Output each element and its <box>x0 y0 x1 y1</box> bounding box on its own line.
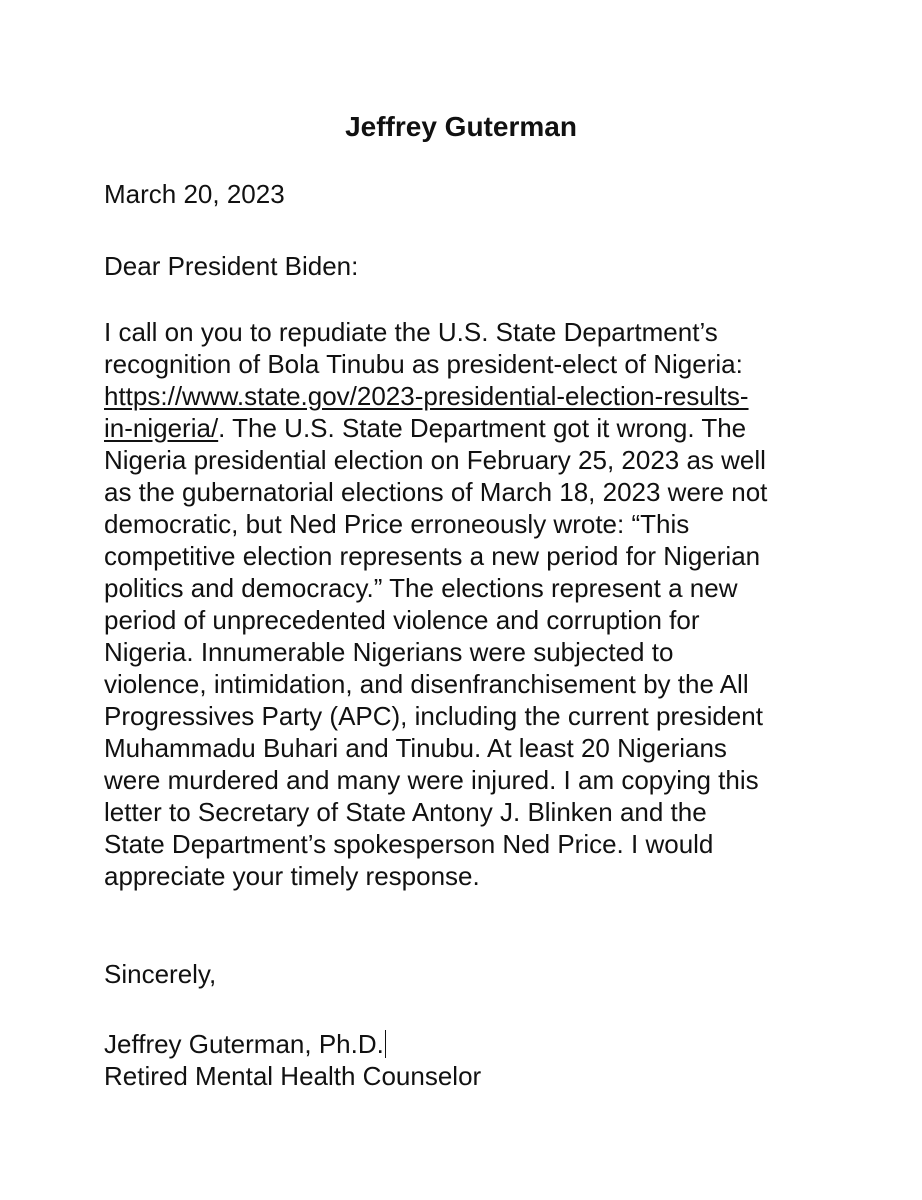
body-line: letter to Secretary of State Antony J. Blinken and the <box>104 797 707 827</box>
body-line: democratic, but Ned Price erroneously wrote: “This <box>104 509 690 539</box>
body-line: recognition of Bola Tinubu as president-elect of Nigeria: <box>104 349 743 379</box>
body-line: politics and democracy.” The elections represent a new <box>104 573 738 603</box>
body-line: period of unprecedented violence and corruption for <box>104 605 700 635</box>
letter-closing: Sincerely, <box>104 959 217 989</box>
body-line: Nigeria. Innumerable Nigerians were subjected to <box>104 637 674 667</box>
body-line: as the gubernatorial elections of March 18, 2023 were not <box>104 477 768 507</box>
letter-title: Jeffrey Guterman <box>345 111 577 142</box>
signature-name: Jeffrey Guterman, Ph.D. <box>104 1029 384 1059</box>
letter-salutation: Dear President Biden: <box>104 251 359 281</box>
body-line <box>104 412 767 444</box>
body-line: competitive election represents a new period for Nigerian <box>104 541 761 571</box>
body-line: I call on you to repudiate the U.S. State Department’s <box>104 317 718 347</box>
signature-line[interactable] <box>104 1028 386 1060</box>
letter-date: March 20, 2023 <box>104 179 285 209</box>
body-line: Nigeria presidential election on February 25, 2023 as well <box>104 445 766 475</box>
body-line <box>104 380 767 412</box>
letter-body <box>104 316 767 892</box>
body-line: were murdered and many were injured. I am copying this <box>104 765 759 795</box>
text-cursor <box>385 1030 386 1058</box>
state-gov-link-part2[interactable]: in-nigeria/ <box>104 413 219 443</box>
body-line: violence, intimidation, and disenfranchisement by the All <box>104 669 749 699</box>
body-line: Muhammadu Buhari and Tinubu. At least 20 Nigerians <box>104 733 727 763</box>
body-line-text: . The U.S. State Department got it wrong. The <box>218 413 747 443</box>
state-gov-link-part1[interactable]: https://www.state.gov/2023-presidential-election-results- <box>104 381 749 411</box>
signature-title: Retired Mental Health Counselor <box>104 1061 482 1091</box>
body-line: appreciate your timely response. <box>104 861 480 891</box>
body-line: Progressives Party (APC), including the current president <box>104 701 763 731</box>
body-line: State Department’s spokesperson Ned Price. I would <box>104 829 714 859</box>
